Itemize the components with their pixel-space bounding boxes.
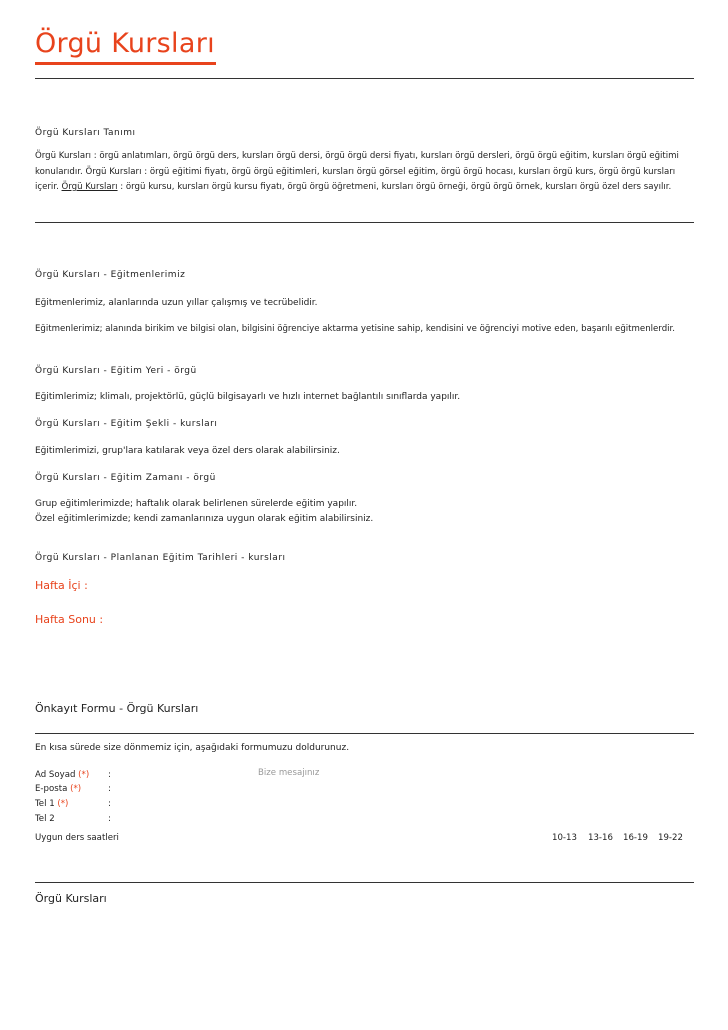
divider [35, 733, 694, 734]
instructors-line1: Eğitmenlerimiz, alanlarında uzun yıllar çalışmış ve tecrübelidir. [35, 298, 318, 308]
form-title: Önkayıt Formu - Örgü Kursları [35, 702, 199, 715]
schedule-heading: Örgü Kursları - Planlanan Eğitim Tarihleri - kursları [35, 553, 286, 563]
style-heading: Örgü Kursları - Eğitim Şekli - kursları [35, 419, 218, 429]
hours-option-2[interactable]: 13-16 [588, 833, 613, 843]
divider [35, 78, 694, 79]
title-underline [35, 62, 216, 65]
intro-link[interactable]: Örgü Kursları [61, 182, 118, 192]
page-title: Örgü Kursları [35, 28, 215, 59]
hours-option-1[interactable]: 10-13 [552, 833, 577, 843]
divider [35, 882, 694, 883]
instructors-line2: Eğitmenlerimiz; alanında birikim ve bilgisi olan, bilgisini öğrenciye aktarma yetisine sahip, kendisini ve öğrenciyi motive eden, başarılı eğitmenlerdir. [35, 324, 676, 334]
hours-label: Uygun ders saatleri [35, 833, 119, 843]
place-heading: Örgü Kursları - Eğitim Yeri - örgü [35, 366, 197, 376]
form-intro: En kısa sürede size dönmemiz için, aşağıdaki formumuzu doldurunuz. [35, 743, 350, 753]
style-text: Eğitimlerimizi, grup'lara katılarak veya özel ders olarak alabilirsiniz. [35, 446, 340, 456]
time-heading: Örgü Kursları - Eğitim Zamanı - örgü [35, 473, 216, 483]
intro-heading: Örgü Kursları Tanımı [35, 128, 136, 138]
footer-title: Örgü Kursları [35, 892, 107, 905]
intro-text: Örgü Kursları : örgü anlatımları, örgü örgü ders, kursları örgü dersi, örgü örgü dersi fiyatı, kursları örgü dersleri, örgü örgü eğitim, kursları örgü eğitimi konularıdır. Örgü Kursları : örgü eğitimi fiyatı, örgü örgü eğitimleri, kursları örgü görsel eğitim, örgü örgü hocası, kursları örgü kurs, örgü örgü kursları içerir. Örgü Kursları : örgü kursu, kursları örgü kursu fiyatı, örgü örgü öğretmeni, kursları örgü örneği, örgü örgü örnek, kursları örgü özel ders sayılır. [35, 151, 679, 192]
hours-option-3[interactable]: 16-19 [623, 833, 648, 843]
time-line1: Grup eğitimlerimizde; haftalık olarak belirlenen sürelerde eğitim yapılır. [35, 499, 358, 509]
instructors-heading: Örgü Kursları - Eğitmenlerimiz [35, 270, 186, 280]
place-text: Eğitimlerimiz; klimalı, projektörlü, güçlü bilgisayarlı ve hızlı internet bağlantılı sınıflarda yapılır. [35, 392, 461, 402]
message-textarea[interactable]: Bize mesajınız [258, 768, 320, 778]
weekday-label: Hafta İçi : [35, 579, 88, 592]
divider [35, 222, 694, 223]
weekend-label: Hafta Sonu : [35, 613, 104, 626]
hours-option-4[interactable]: 19-22 [658, 833, 683, 843]
time-line2: Özel eğitimlerimizde; kendi zamanlarınıza uygun olarak eğitim alabilirsiniz. [35, 514, 374, 524]
